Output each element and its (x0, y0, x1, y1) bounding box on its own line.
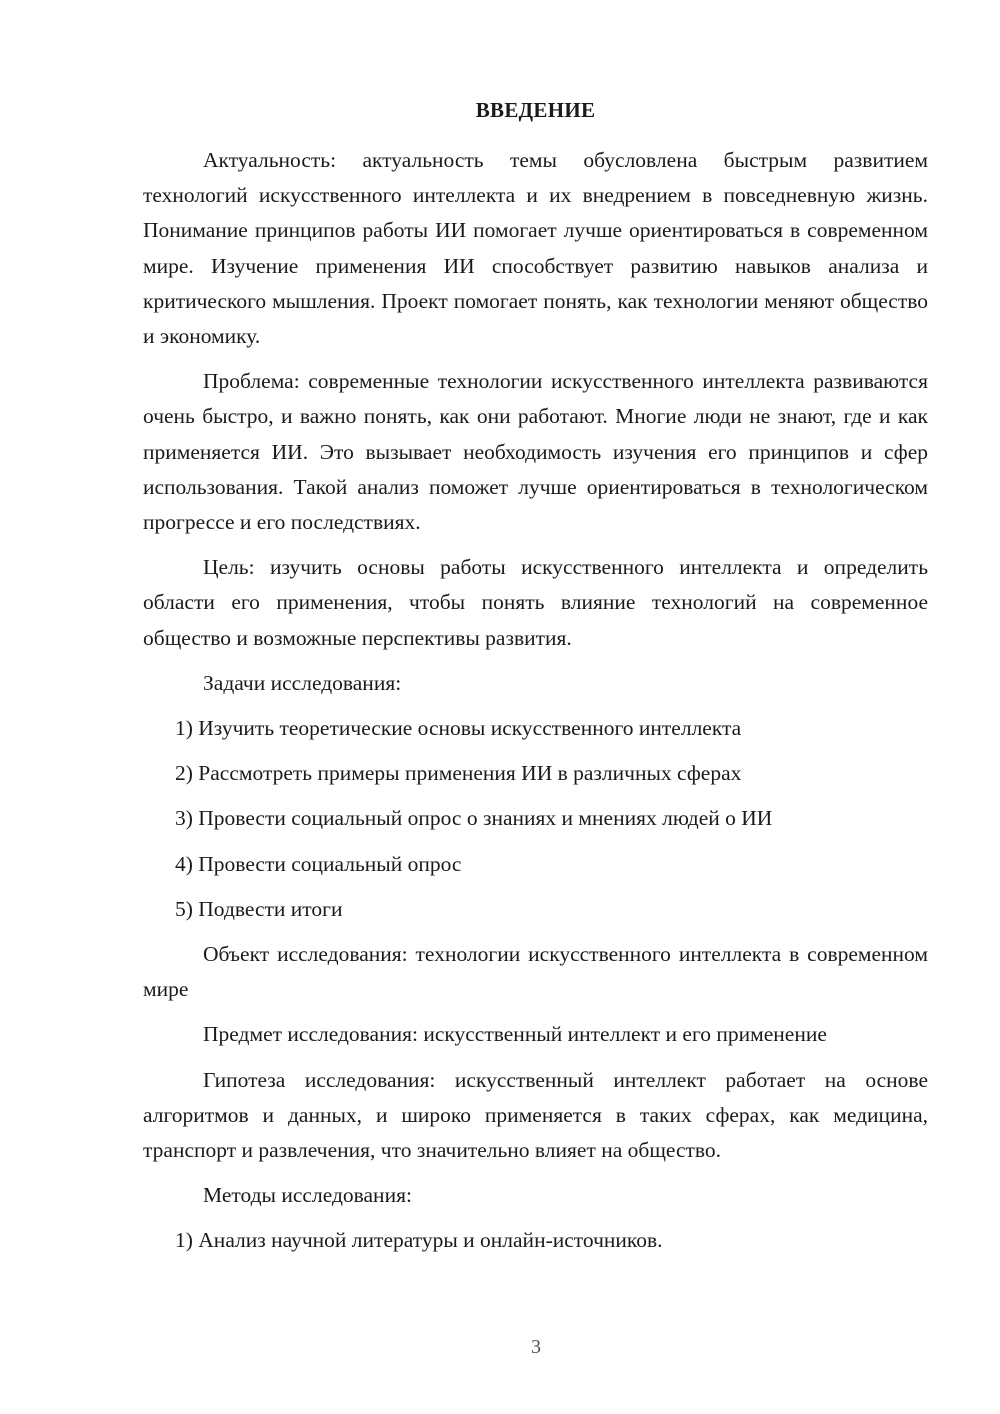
task-item: 5) Подвести итоги (175, 896, 343, 921)
methods-title: Методы исследования: (203, 1183, 412, 1208)
task-item: 1) Изучить теоретические основы искусственного интеллекта (175, 716, 742, 741)
task-item: 4) Провести социальный опрос (175, 851, 462, 876)
relevance-paragraph: Актуальность: актуальность темы обусловлена быстрым развитием технологий искусственного интеллекта и их внедрением в повседневную жизнь. Понимание принципов работы ИИ помогает лучше ориентироваться в современном мире. Изучение применения ИИ способствует развитию навыков анализа и критического мышления. Проект помогает понять, как технологии меняют общество и экономику. (143, 148, 928, 349)
tasks-list (143, 711, 928, 927)
hypothesis-paragraph: Гипотеза исследования: искусственный интеллект работает на основе алгоритмов и данных, и широко применяется в таких сферах, как медицина, транспорт и развлечения, что значительно влияет на общество. (143, 1067, 928, 1163)
method-item: 1) Анализ научной литературы и онлайн-источников. (175, 1228, 663, 1253)
task-item: 2) Рассмотреть примеры применения ИИ в различных сферах (175, 761, 742, 786)
object-paragraph: Объект исследования: технологии искусственного интеллекта в современном мире (143, 942, 928, 1002)
page-number: 3 (531, 1336, 541, 1358)
problem-paragraph: Проблема: современные технологии искусственного интеллекта развиваются очень быстро, и важно понять, как они работают. Многие люди не знают, где и как применяется ИИ. Это вызывает необходимость изучения его принципов и сфер использования. Такой анализ поможет лучше ориентироваться в технологическом прогрессе и его последствиях. (143, 369, 928, 535)
tasks-title: Задачи исследования: (203, 670, 402, 695)
methods-list (143, 1223, 928, 1258)
task-item: 3) Провести социальный опрос о знаниях и мнениях людей о ИИ (175, 806, 773, 831)
page-heading: ВВЕДЕНИЕ (475, 98, 596, 122)
page-content (143, 95, 928, 1269)
subject-paragraph: Предмет исследования: искусственный интеллект и его применение (203, 1022, 827, 1047)
goal-paragraph: Цель: изучить основы работы искусственного интеллекта и определить области его применения, чтобы понять влияние технологий на современное общество и возможные перспективы развития. (143, 555, 928, 650)
